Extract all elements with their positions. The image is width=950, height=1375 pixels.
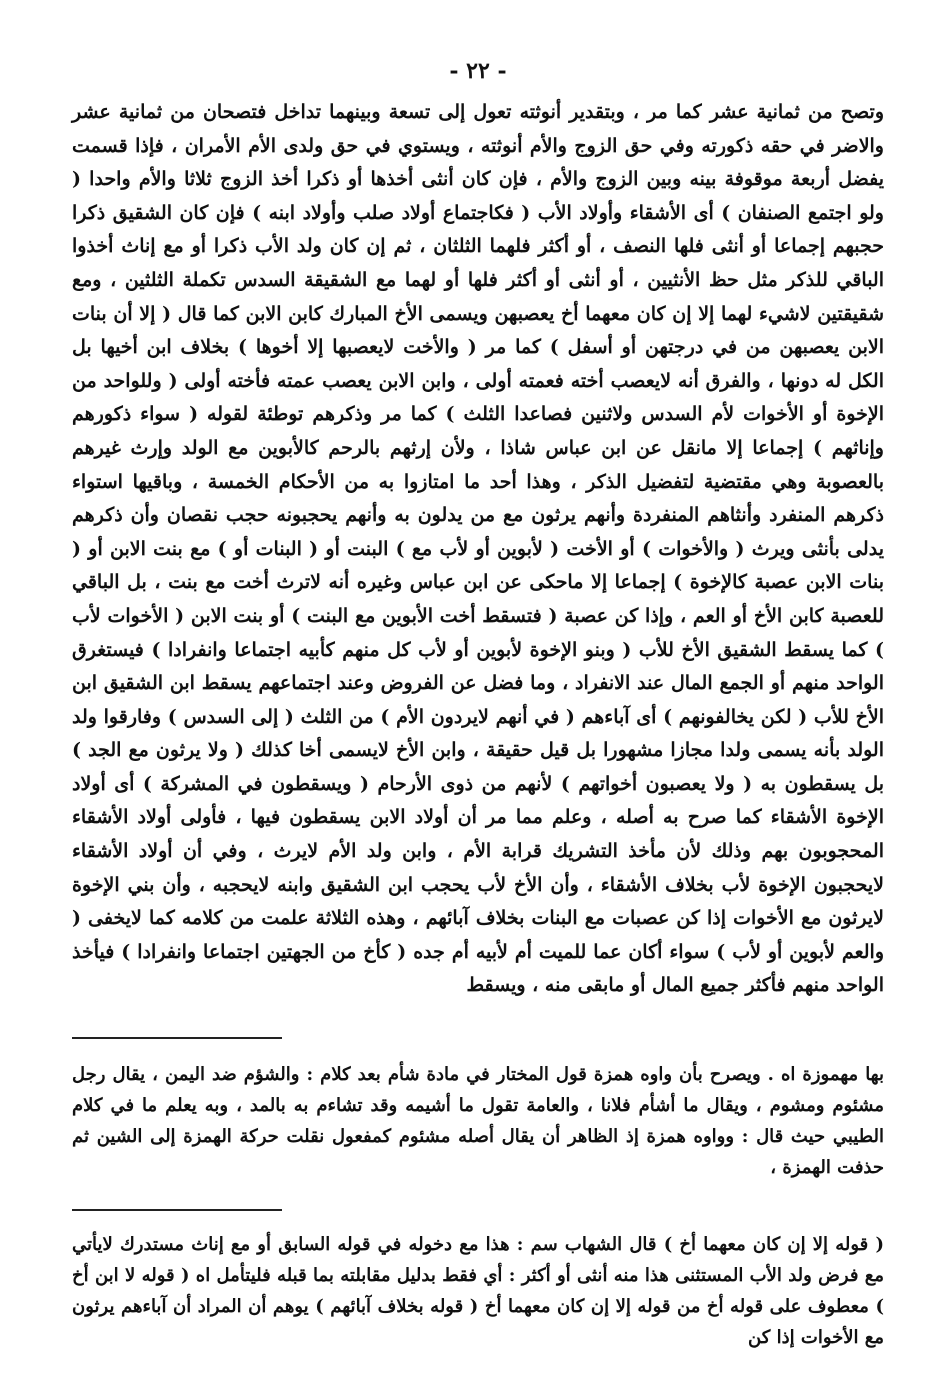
page-number: - ٢٢ - bbox=[449, 58, 507, 84]
footnote-block-2 bbox=[72, 1229, 884, 1353]
footnote-divider-2 bbox=[72, 1209, 282, 1211]
footnote-block-1 bbox=[72, 1059, 884, 1183]
main-paragraph: وتصح من ثمانية عشر كما مر ، وبتقدير أنوثته تعول إلى تسعة وبينهما تداخل فتصحان من ثمانية عشر والاضر في حقه ذكورته وفي حق الزوج والأم أنوثته ، ويستوي في حق ولدى الأم الأمران ، فإذا قسمت يفضل أربعة موقوفة بينه وبين الزوج والأم ، فإن كان أنثى أخذها أو ذكرا أخذ الزوج ثلاثا والأم واحدا ( ولو اجتمع الصنفان ) أى الأشقاء وأولاد الأب ( فكاجتماع أولاد صلب وأولاد ابنه ) فإن كان الشقيق ذكرا حجبهم إجماعا أو أنثى فلها النصف ، أو أكثر فلهما الثلثان ، ثم إن كان ولد الأب ذكرا أو مع إناث أخذوا الباقي للذكر مثل حظ الأنثيين ، أو أنثى أو أكثر فلها أو لهما مع الشقيقة السدس تكملة الثلثين ، ومع شقيقتين لاشيء لهما إلا إن كان معهما أخ يعصبهن ويسمى الأخ المبارك كابن الابن كما قال ( إلا أن بنات الابن يعصبهن من في درجتهن أو أسفل ) كما مر ( والأخت لايعصبها إلا أخوها ) بخلاف ابن أخيها بل الكل له دونها ، والفرق أنه لايعصب أخته فعمته أولى ، وابن الابن يعصب عمته فأخته أولى ( وللواحد من الإخوة أو الأخوات لأم السدس ولاثنين فصاعدا الثلث ) كما مر وذكرهم توطئة لقوله ( سواء ذكورهم وإناثهم ) إجماعا إلا مانقل عن ابن عباس شاذا ، ولأن إرثهم بالرحم كالأبوين مع الولد وإرث غيرهم بالعصوبة وهي مقتضية لتفضيل الذكر ، وهذا أحد ما امتازوا به من الأحكام الخمسة ، وباقيها استواء ذكرهم المنفرد وأنثاهم المنفردة وأنهم يرثون مع من يدلون به وأنهم يحجبونه حجب نقصان وأن ذكرهم يدلى بأنثى ويرث ( والأخوات ) أو الأخت ( لأبوين أو لأب مع ) البنت أو ( البنات أو ) مع بنت الابن أو ( بنات الابن عصبة كالإخوة ) إجماعا إلا ماحكى عن ابن عباس وغيره أنه لاترث أخت مع بنت ، بل الباقي للعصبة كابن الأخ أو العم ، وإذا كن عصبة ( فتسقط أخت الأبوين مع البنت ) أو بنت الابن ( الأخوات لأب ) كما يسقط الشقيق الأخ للأب ( وبنو الإخوة لأبوين أو لأب كل منهم كأبيه اجتماعا وانفرادا ) فيستغرق الواحد منهم أو الجمع المال عند الانفراد ، وما فضل عن الفروض وعند اجتماعهم يسقط ابن الشقيق ابن الأخ للأب ( لكن يخالفونهم ) أى آباءهم ( في أنهم لايردون الأم ) من الثلث ( إلى السدس ) وفارقوا ولد الولد بأنه يسمى ولدا مجازا مشهورا بل قيل حقيقة ، وابن الأخ لايسمى أخا كذلك ( ولا يرثون مع الجد ) بل يسقطون به ( ولا يعصبون أخواتهم ) لأنهم من ذوى الأرحام ( ويسقطون في المشركة ) أى أولاد الإخوة الأشقاء كما صرح به أصله ، وعلم مما مر أن أولاد الابن يسقطون فيها ، فأولى أولاد الأشقاء المحجوبون بهم وذلك لأن مأخذ التشريك قرابة الأم ، وابن ولد الأم لايرث ، وفي أن أولاد الأشقاء لايحجبون الإخوة لأب بخلاف الأشقاء ، وأن الأخ لأب يحجب ابن الشقيق وابنه لايحجبه ، وأن بني الإخوة لايرثون مع الأخوات إذا كن عصبات مع البنات بخلاف آبائهم ، وهذه الثلاثة علمت من كلامه كما لايخفى ( والعم لأبوين أو لأب ) سواء أكان عما للميت أم لأبيه أم جده ( كأخ من الجهتين اجتماعا وانفرادا ) فيأخذ الواحد منهم فأكثر جميع المال أو مابقى منه ، ويسقط bbox=[72, 101, 884, 997]
footnote-paragraph: بها مهموزة اه . ويصرح بأن واوه همزة قول المختار في مادة شأم بعد كلام : والشؤم ضد اليمن ، يقال رجل مشئوم ومشوم ، ويقال ما أشأم فلانا ، والعامة تقول ما أشيمه وقد تشاءم به بالمد ، وبه يعلم ما في كلام الطيبي حيث قال : وواوه همزة إذ الظاهر أن يقال أصله مشئوم كمفعول نقلت حركة الهمزة إلى الشين ثم حذفت الهمزة ، bbox=[72, 1064, 884, 1179]
main-text-block bbox=[72, 96, 884, 1003]
footnote-paragraph: ( قوله إلا إن كان معهما أخ ) قال الشهاب سم : هذا مع دخوله في قوله السابق أو مع إناث مستدرك لايأتي مع فرض ولد الأب المستثنى هذا منه أنثى أو أكثر : أي فقط بدليل مقابلته بما قبله فليتأمل اه ( قوله لا ابن أخ ) معطوف على قوله أخ من قوله إلا إن كان معهما أخ ( قوله بخلاف آبائهم ) يوهم أن المراد أن آباءهم يرثون مع الأخوات إذا كن bbox=[72, 1234, 884, 1349]
footnote-divider bbox=[72, 1037, 282, 1039]
